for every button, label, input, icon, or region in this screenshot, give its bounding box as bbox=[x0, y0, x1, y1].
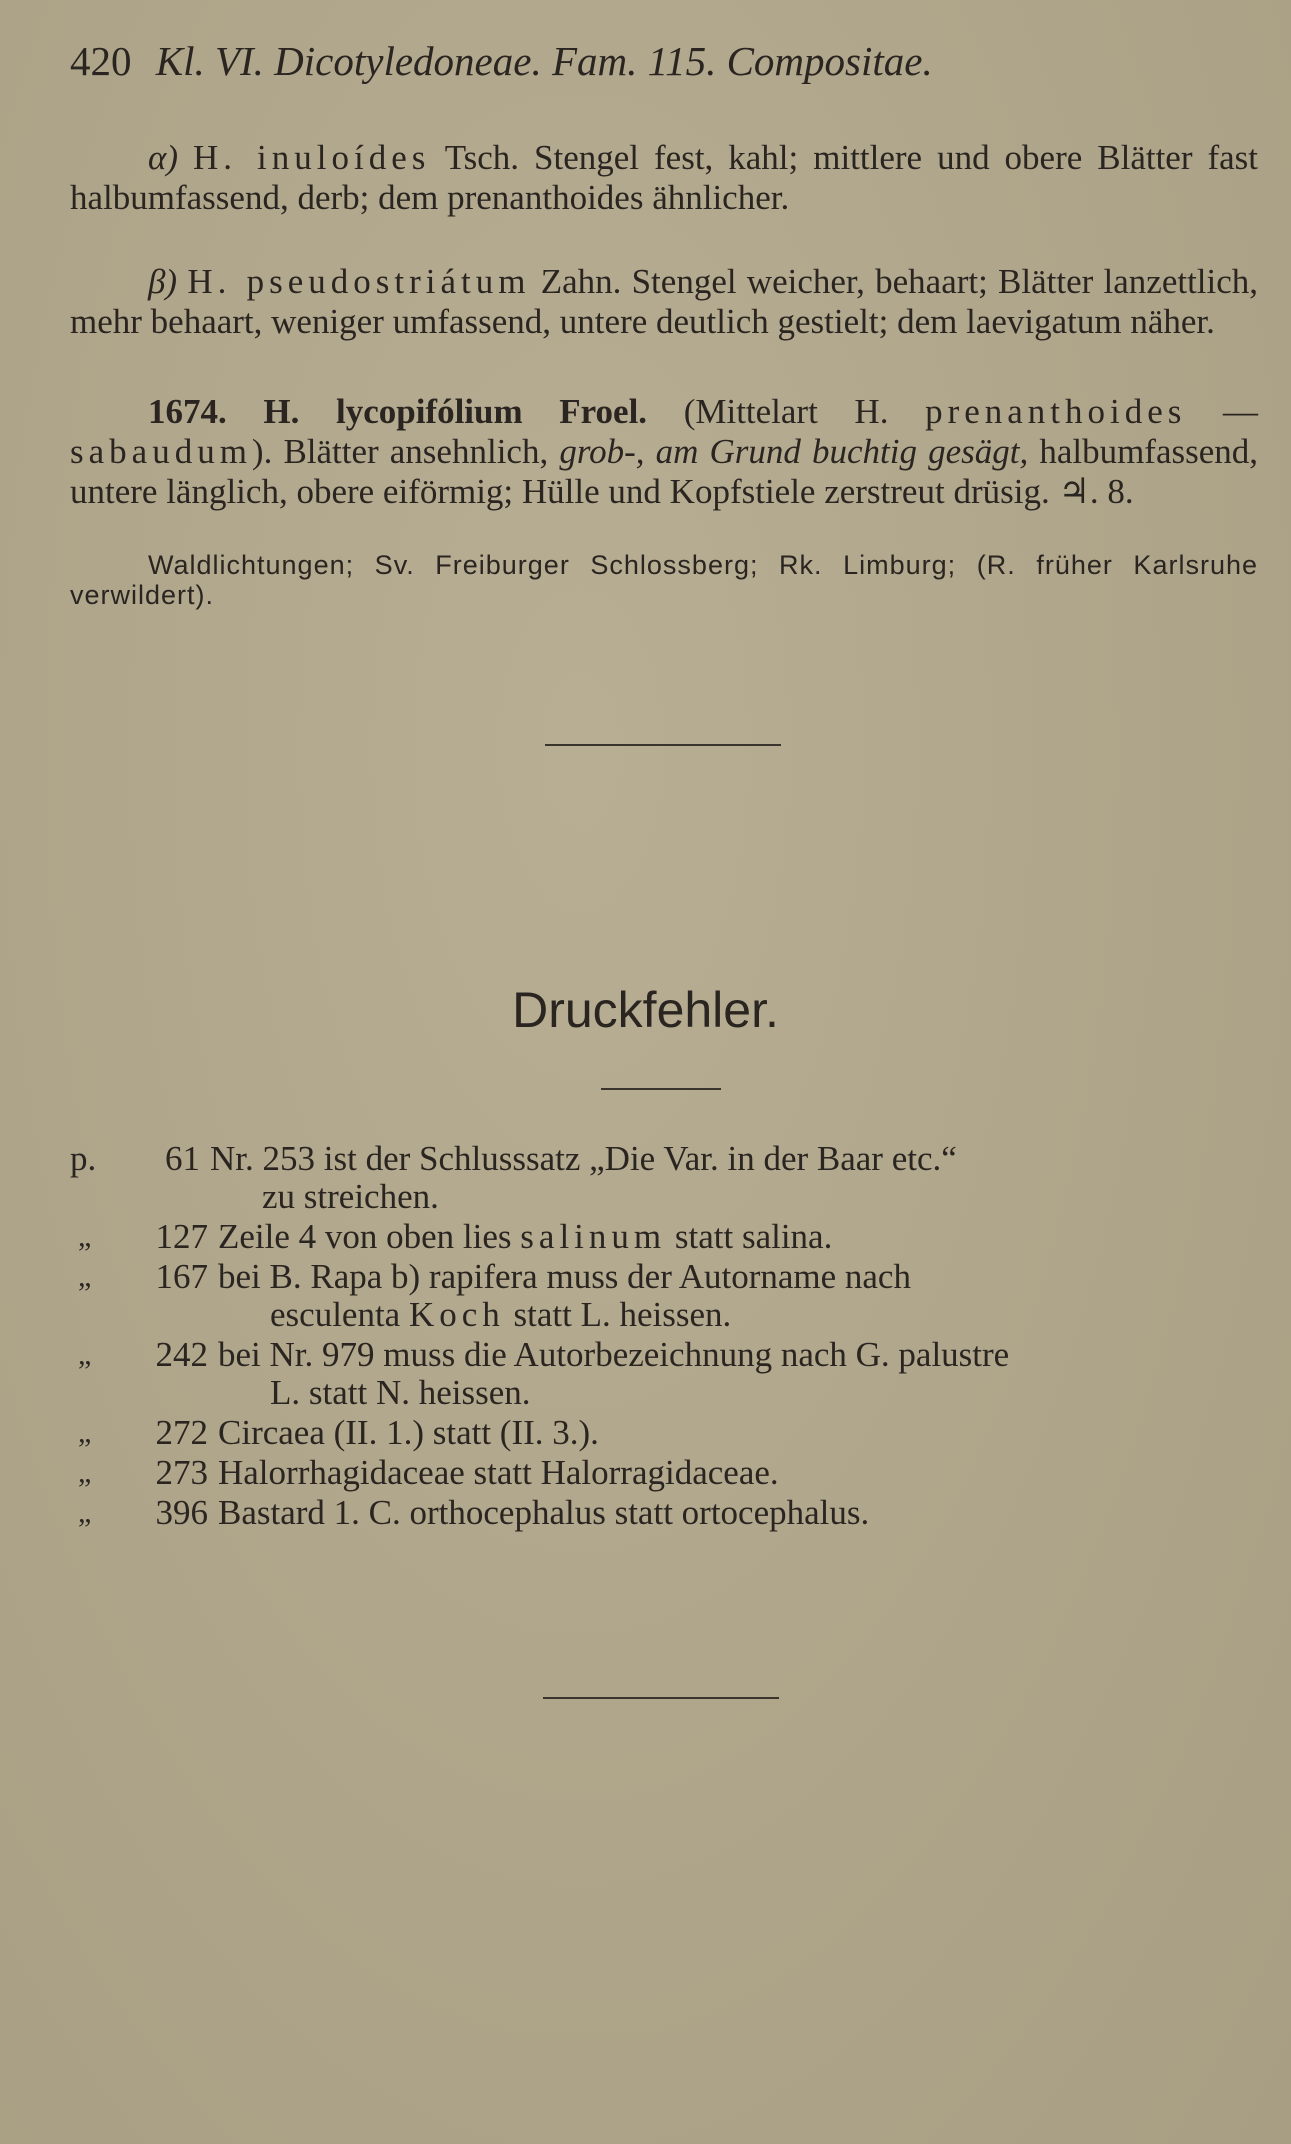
errata-row-lead: p. bbox=[70, 1139, 97, 1178]
errata-row-line1: Halorrhagidaceae statt Halorragidaceae. bbox=[218, 1453, 779, 1492]
errata-row-lead: „ bbox=[78, 1338, 92, 1371]
errata-row-text bbox=[218, 1336, 1258, 1412]
entry-1674-month: 8. bbox=[1107, 472, 1134, 511]
entry-beta-marker: β) bbox=[148, 262, 178, 301]
entry-alpha-author: Tsch. bbox=[444, 138, 520, 177]
errata-row-line1: Nr. 253 ist der Schlusssatz „Die Var. in der Baar etc.“ bbox=[210, 1139, 957, 1178]
errata-row-line1: bei B. Rapa b) rapifera muss der Autorname nach bbox=[218, 1257, 911, 1296]
errata-row-lead: „ bbox=[78, 1416, 92, 1449]
entry-1674-paren-dash: — bbox=[1223, 392, 1259, 431]
entry-1674-text2: halbumfassend, untere länglich, obere eiförmig; Hülle und Kopfstiele zerstreut drüsig. bbox=[70, 432, 1259, 511]
divider-rule bbox=[545, 744, 781, 746]
entry-1674-italic1: grob-, am Grund buchtig gesägt, bbox=[559, 432, 1029, 471]
errata-row-text bbox=[218, 1218, 1258, 1256]
title-underline-rule bbox=[601, 1088, 721, 1090]
errata-row-line2: L. statt N. heissen. bbox=[270, 1373, 531, 1412]
errata-row bbox=[70, 1258, 1258, 1334]
running-header bbox=[70, 36, 1220, 86]
errata-row-spaced: Koch bbox=[408, 1295, 505, 1334]
errata-row bbox=[70, 1218, 1258, 1256]
errata-row-page: 273 bbox=[155, 1453, 208, 1492]
entry-beta-author: Zahn. bbox=[540, 262, 622, 301]
entry-alpha-text: Stengel fest, kahl; mittlere und obere Blätter fast halbumfassend, derb; dem prenanthoides ähnlicher. bbox=[70, 138, 1259, 217]
entry-alpha-name: H. inuloídes bbox=[193, 138, 431, 177]
errata-row-text bbox=[218, 1258, 1258, 1334]
entry-1674-paren-spaced1: prenanthoides bbox=[925, 392, 1187, 431]
errata-row-line2b: statt L. heissen. bbox=[513, 1295, 732, 1334]
errata-row-spaced: salinum bbox=[520, 1217, 667, 1256]
entry-1674-name: H. lycopifólium Froel. bbox=[263, 392, 648, 431]
errata-row-line2: zu streichen. bbox=[262, 1177, 439, 1216]
errata-row-lead: „ bbox=[78, 1220, 92, 1253]
running-title: Kl. VI. Dicotyledoneae. Fam. 115. Compositae. bbox=[155, 38, 933, 84]
errata-row-line2a: esculenta bbox=[270, 1295, 401, 1334]
errata-row-page: 127 bbox=[155, 1217, 208, 1256]
errata-row-text bbox=[218, 1454, 1258, 1492]
errata-title: Druckfehler. bbox=[512, 982, 779, 1038]
errata-row-line1: Bastard 1. C. orthocephalus statt ortocephalus. bbox=[218, 1493, 870, 1532]
errata-row-text bbox=[218, 1414, 1258, 1452]
errata-row-text bbox=[210, 1140, 1258, 1216]
errata-row-lead: „ bbox=[78, 1496, 92, 1529]
entry-beta-name: H. pseudostriátum bbox=[187, 262, 531, 301]
errata-row-page: 396 bbox=[155, 1493, 208, 1532]
perennial-symbol: ♃. bbox=[1058, 472, 1099, 511]
entry-alpha-marker: α) bbox=[148, 138, 179, 177]
errata-row-page: 272 bbox=[155, 1413, 208, 1452]
errata-row bbox=[70, 1454, 1258, 1492]
entry-beta bbox=[70, 262, 1258, 342]
entry-1674-paren-close: ). bbox=[251, 432, 273, 471]
errata-row bbox=[70, 1336, 1258, 1412]
errata-row-line1: Circaea (II. 1.) statt (II. 3.). bbox=[218, 1413, 599, 1452]
entry-1674-number: 1674. bbox=[148, 392, 227, 431]
errata-row bbox=[70, 1414, 1258, 1452]
errata-row-page: 242 bbox=[155, 1335, 208, 1374]
errata-row-page: 167 bbox=[155, 1257, 208, 1296]
errata-row-page: 61 bbox=[165, 1139, 200, 1178]
entry-1674-paren-open: (Mittelart H. bbox=[683, 392, 889, 431]
errata-row-line2 bbox=[218, 1296, 1258, 1334]
page-number: 420 bbox=[70, 38, 132, 84]
errata-row-lead: „ bbox=[78, 1260, 92, 1293]
entry-1674-paren-spaced2: sabaudum bbox=[70, 432, 252, 471]
locality-note: Waldlichtungen; Sv. Freiburger Schlossberg; Rk. Limburg; (R. früher Karlsruhe verwildert). bbox=[70, 550, 1258, 610]
errata-row bbox=[70, 1494, 1258, 1532]
errata-row-line1a: Zeile 4 von oben lies bbox=[218, 1217, 512, 1256]
errata-row-text bbox=[218, 1494, 1258, 1532]
errata-row-line1b: statt salina. bbox=[674, 1217, 833, 1256]
errata-row bbox=[70, 1140, 1258, 1216]
end-rule bbox=[543, 1697, 779, 1699]
errata-list bbox=[70, 1140, 1258, 1534]
entry-1674 bbox=[70, 392, 1258, 512]
errata-row-line1: bei Nr. 979 muss die Autorbezeichnung nach G. palustre bbox=[218, 1335, 1010, 1374]
entry-1674-text1: Blätter ansehnlich, bbox=[283, 432, 549, 471]
entry-alpha bbox=[70, 138, 1258, 218]
entry-beta-text: Stengel weicher, behaart; Blätter lanzettlich, mehr behaart, weniger umfassend, untere deutlich gestielt; dem laevigatum näher. bbox=[70, 262, 1259, 341]
errata-row-lead: „ bbox=[78, 1456, 92, 1489]
